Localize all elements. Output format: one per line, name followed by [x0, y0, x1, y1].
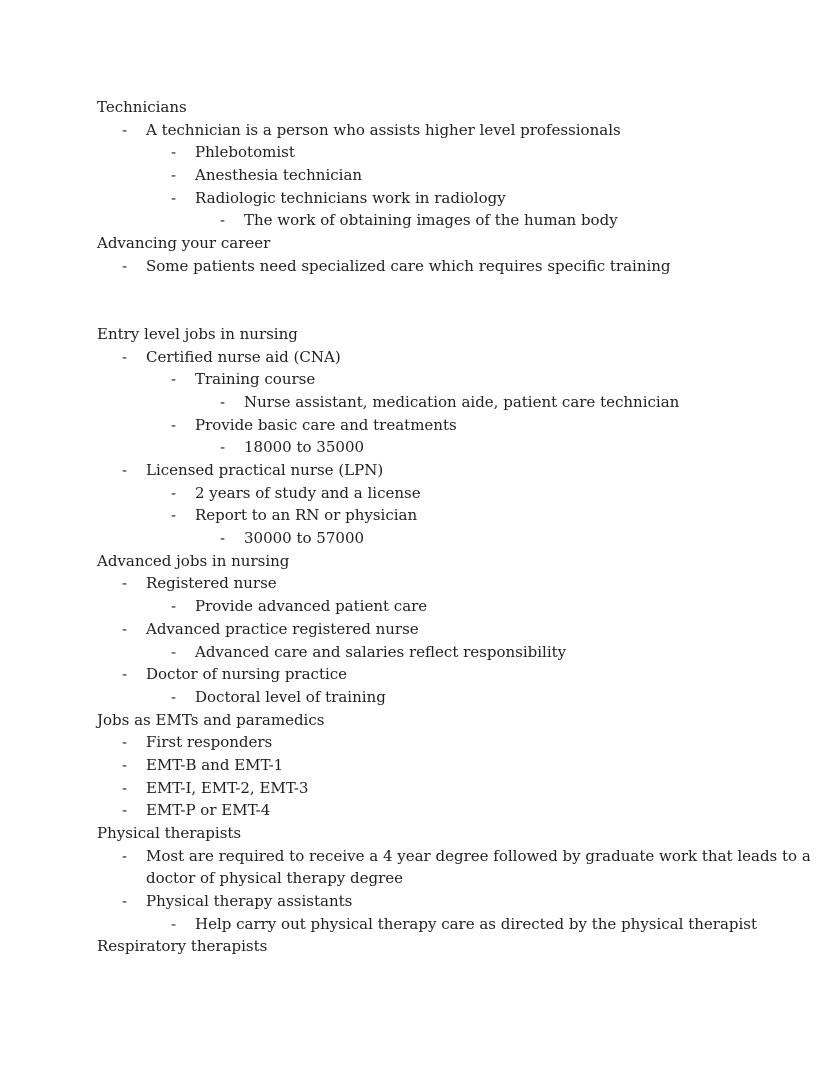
dash-bullet-icon: - [122, 801, 128, 820]
bullet-item-level-1 [0, 255, 828, 278]
bullet-item-level-1 [0, 663, 828, 686]
bullet-item-level-3 [0, 527, 828, 550]
item-text: Some patients need specialized care which requires specific training [146, 256, 671, 275]
dash-bullet-icon: - [220, 211, 226, 230]
dash-bullet-icon: - [122, 120, 128, 139]
dash-bullet-icon: - [171, 143, 177, 162]
item-text: doctor of physical therapy degree [146, 869, 404, 888]
section-heading [0, 822, 828, 845]
bullet-item-level-3 [0, 209, 828, 232]
dash-bullet-icon: - [171, 415, 177, 434]
bullet-item-level-1 [0, 777, 828, 800]
dash-bullet-icon: - [122, 892, 128, 911]
bullet-item-level-2 [0, 482, 828, 505]
item-text: Registered nurse [146, 574, 277, 593]
item-text: Help carry out physical therapy care as directed by the physical therapist [195, 914, 758, 933]
bullet-item-level-2 [0, 414, 828, 437]
bullet-item-level-1 [0, 459, 828, 482]
dash-bullet-icon: - [171, 370, 177, 389]
dash-bullet-icon: - [122, 461, 128, 479]
item-text: Provide advanced patient care [195, 597, 428, 616]
item-text: Physical therapy assistants [146, 892, 353, 911]
item-text: Training course [195, 370, 316, 389]
dash-bullet-icon: - [122, 574, 128, 593]
bullet-item-level-1 [0, 754, 828, 777]
dash-bullet-icon: - [171, 597, 177, 616]
dash-bullet-icon: - [122, 619, 128, 638]
dash-bullet-icon: - [171, 914, 177, 933]
heading-text: Advancing your career [97, 234, 271, 253]
section-heading [0, 323, 828, 346]
item-text: 2 years of study and a license [195, 483, 421, 502]
heading-text: Advanced jobs in nursing [97, 551, 290, 570]
bullet-item-level-1 [0, 572, 828, 595]
bullet-item-level-2 [0, 686, 828, 709]
item-text: 18000 to 35000 [244, 438, 365, 457]
document-body [0, 96, 828, 958]
bullet-item-level-1 [0, 890, 828, 913]
item-text: Radiologic technicians work in radiology [195, 188, 506, 207]
heading-text: Jobs as EMTs and paramedics [97, 710, 325, 729]
item-text: First responders [146, 733, 273, 752]
item-text: Report to an RN or physician [195, 506, 418, 525]
dash-bullet-icon: - [122, 256, 128, 275]
item-text: Licensed practical nurse (LPN) [146, 461, 384, 479]
bullet-item-continuation [0, 867, 828, 890]
bullet-item-level-1 [0, 119, 828, 142]
bullet-item-level-2 [0, 595, 828, 618]
item-text: EMT-I, EMT-2, EMT-3 [146, 778, 309, 797]
dash-bullet-icon: - [122, 665, 128, 684]
bullet-item-level-1 [0, 799, 828, 822]
section-heading [0, 935, 828, 958]
bullet-item-level-1 [0, 845, 828, 868]
dash-bullet-icon: - [220, 438, 226, 457]
dash-bullet-icon: - [171, 483, 177, 502]
heading-text: Technicians [97, 98, 187, 116]
dash-bullet-icon: - [171, 166, 177, 185]
item-text: Advanced practice registered nurse [146, 619, 419, 638]
heading-text: Physical therapists [97, 824, 242, 842]
bullet-item-level-1 [0, 618, 828, 641]
bullet-item-level-3 [0, 391, 828, 414]
dash-bullet-icon: - [122, 347, 128, 366]
section-heading [0, 96, 828, 119]
dash-bullet-icon: - [122, 846, 128, 865]
item-text: EMT-P or EMT-4 [146, 801, 271, 820]
blank-line [0, 300, 828, 323]
bullet-item-level-2 [0, 641, 828, 664]
item-text: The work of obtaining images of the human body [244, 211, 618, 230]
dash-bullet-icon: - [122, 733, 128, 752]
item-text: Advanced care and salaries reflect responsibility [195, 642, 567, 661]
blank-line [0, 278, 828, 301]
section-heading [0, 550, 828, 573]
item-text: Provide basic care and treatments [195, 415, 457, 434]
dash-bullet-icon: - [171, 642, 177, 661]
item-text: A technician is a person who assists higher level professionals [146, 120, 621, 139]
bullet-item-level-2 [0, 141, 828, 164]
bullet-item-level-2 [0, 164, 828, 187]
dash-bullet-icon: - [171, 506, 177, 525]
bullet-item-level-1 [0, 346, 828, 369]
heading-text: Entry level jobs in nursing [97, 324, 298, 343]
dash-bullet-icon: - [220, 392, 226, 411]
item-text: EMT-B and EMT-1 [146, 755, 284, 774]
dash-bullet-icon: - [171, 687, 177, 706]
item-text: Phlebotomist [195, 143, 295, 162]
section-heading [0, 232, 828, 255]
dash-bullet-icon: - [122, 755, 128, 774]
dash-bullet-icon: - [122, 778, 128, 797]
heading-text: Respiratory therapists [97, 937, 268, 956]
item-text: Nurse assistant, medication aide, patient care technician [244, 392, 680, 411]
bullet-item-level-1 [0, 731, 828, 754]
bullet-item-level-2 [0, 913, 828, 936]
dash-bullet-icon: - [171, 188, 177, 207]
item-text: Anesthesia technician [195, 166, 363, 185]
item-text: Doctoral level of training [195, 687, 386, 706]
dash-bullet-icon: - [220, 529, 226, 548]
item-text: Most are required to receive a 4 year degree followed by graduate work that leads to a [146, 846, 811, 865]
bullet-item-level-2 [0, 187, 828, 210]
item-text: 30000 to 57000 [244, 529, 365, 548]
bullet-item-level-2 [0, 368, 828, 391]
item-text: Certified nurse aid (CNA) [146, 347, 341, 366]
bullet-item-level-3 [0, 436, 828, 459]
section-heading [0, 709, 828, 732]
item-text: Doctor of nursing practice [146, 665, 348, 684]
bullet-item-level-2 [0, 504, 828, 527]
